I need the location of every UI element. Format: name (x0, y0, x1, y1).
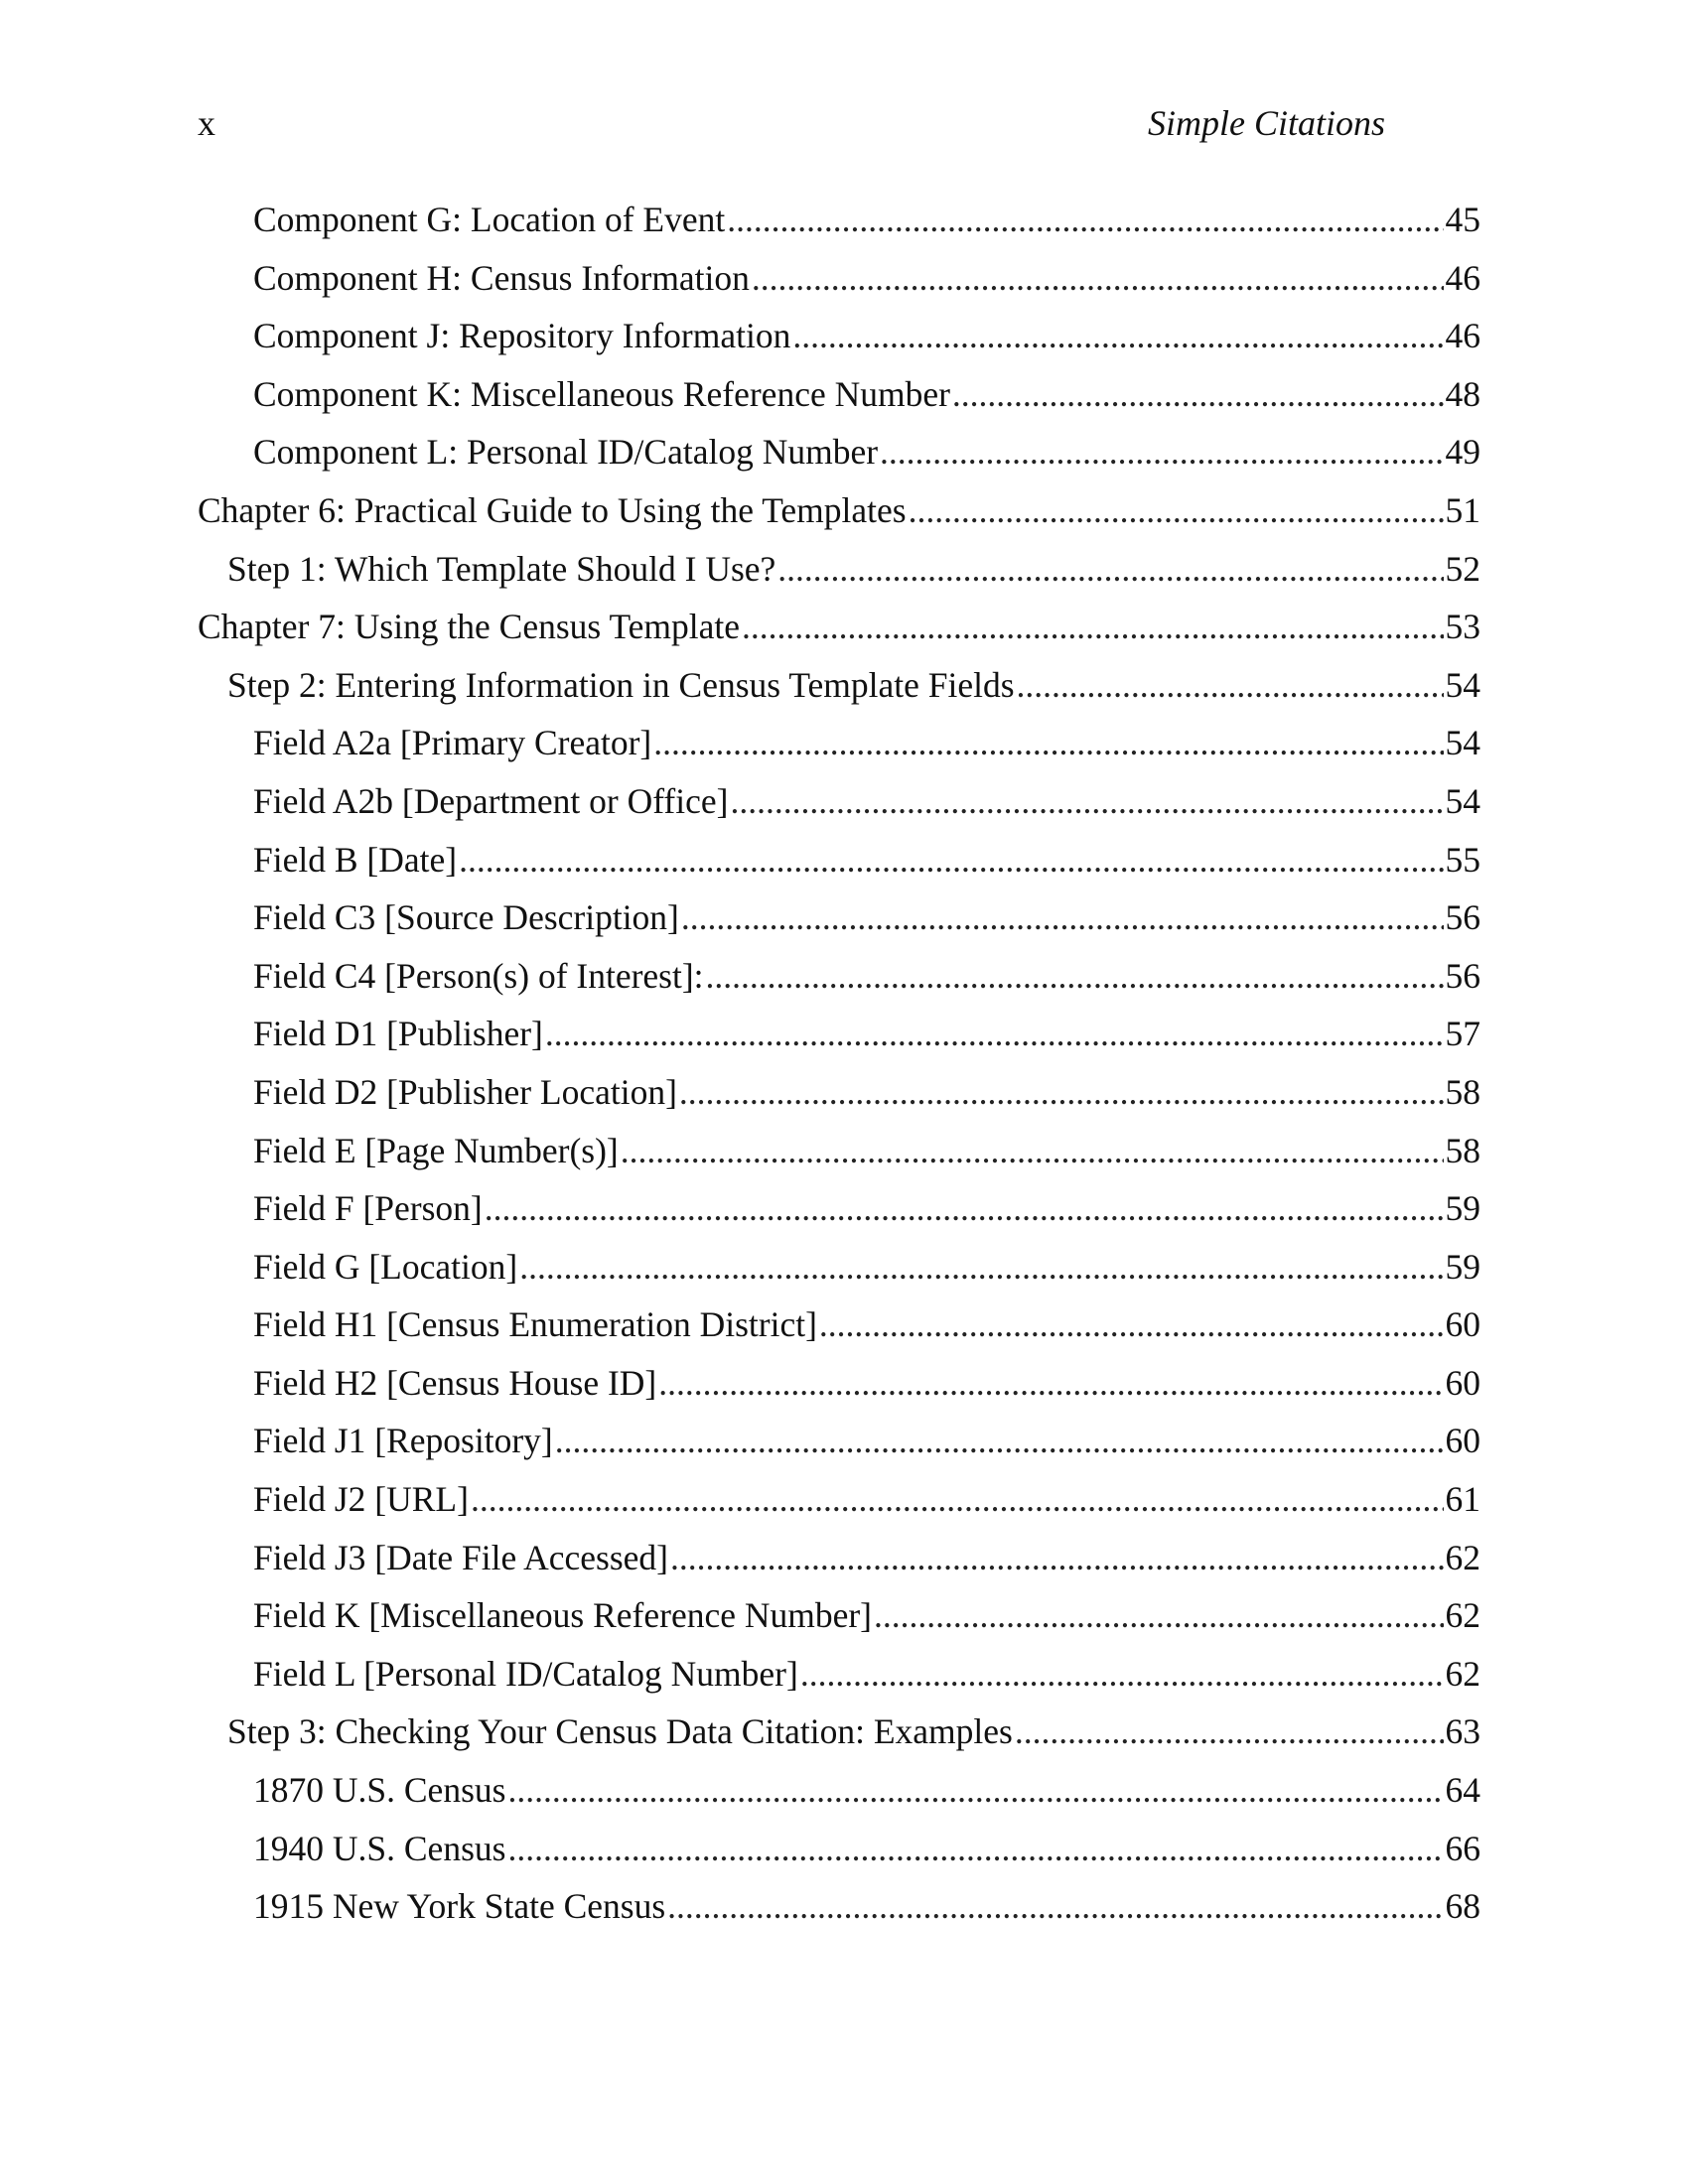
toc-entry-page-number: 46 (1445, 316, 1480, 356)
toc-entry (198, 1185, 1480, 1244)
toc-entry-title: Field C3 [Source Description] (253, 897, 679, 938)
toc-entry-page-number: 54 (1445, 723, 1480, 763)
toc-entry-title: Component H: Census Information (253, 257, 750, 298)
toc-entry-title: Component J: Repository Information (253, 316, 791, 356)
dot-leader (777, 546, 1443, 592)
toc-entry (198, 255, 1480, 314)
toc-entry (198, 1592, 1480, 1651)
toc-entry (198, 1418, 1480, 1476)
running-head: Simple Citations (1147, 103, 1385, 143)
toc-entry-title: Field L [Personal ID/Catalog Number] (253, 1653, 798, 1694)
toc-entry (198, 894, 1480, 953)
toc-entry-page-number: 54 (1445, 780, 1480, 821)
toc-entry-title: Chapter 6: Practical Guide to Using the Templates (198, 489, 907, 530)
toc-entry-page-number: 58 (1445, 1130, 1480, 1170)
toc-entry-page-number: 62 (1445, 1653, 1480, 1694)
toc-entry-title: Chapter 7: Using the Census Template (198, 607, 741, 647)
dot-leader (952, 371, 1444, 417)
toc-entry-page-number: 57 (1445, 1014, 1480, 1054)
toc-entry-title: 1870 U.S. Census (253, 1770, 506, 1811)
dot-leader (670, 1535, 1443, 1580)
toc-entry (198, 429, 1480, 487)
toc-entry-page-number: 56 (1445, 897, 1480, 938)
toc-entry (198, 1708, 1480, 1767)
dot-leader (459, 837, 1443, 883)
toc-entry-title: Field H2 [Census House ID] (253, 1362, 657, 1403)
toc-entry (198, 662, 1480, 721)
toc-entry-page-number: 58 (1445, 1071, 1480, 1112)
dot-leader (679, 1069, 1444, 1115)
toc-entry-title: Field J3 [Date File Accessed] (253, 1537, 669, 1577)
dot-leader (909, 487, 1444, 533)
toc-entry (198, 1826, 1480, 1884)
toc-entry-title: Field F [Person] (253, 1188, 483, 1229)
page-number: x (198, 103, 215, 143)
dot-leader (507, 1826, 1443, 1871)
toc-entry (198, 1069, 1480, 1128)
toc-entry (198, 1535, 1480, 1593)
dot-leader (681, 894, 1444, 940)
toc-entry-title: Field D2 [Publisher Location] (253, 1071, 677, 1112)
toc-entry-title: Field J1 [Repository] (253, 1421, 553, 1461)
toc-entry-page-number: 59 (1445, 1246, 1480, 1287)
dot-leader (1015, 1708, 1444, 1754)
dot-leader (621, 1128, 1444, 1173)
toc-entry-title: 1940 U.S. Census (253, 1828, 506, 1868)
toc-entry-page-number: 66 (1445, 1828, 1480, 1868)
toc-entry (198, 1883, 1480, 1942)
toc-entry-title: Field H1 [Census Enumeration District] (253, 1304, 817, 1345)
toc-entry-page-number: 56 (1445, 955, 1480, 996)
dot-leader (519, 1244, 1443, 1290)
toc-entry-page-number: 51 (1445, 489, 1480, 530)
toc-entry-title: Step 1: Which Template Should I Use? (227, 548, 776, 589)
toc-entry-page-number: 60 (1445, 1421, 1480, 1461)
toc-entry (198, 1767, 1480, 1826)
toc-entry-title: 1915 New York State Census (253, 1886, 666, 1927)
toc-entry-title: Field A2b [Department or Office] (253, 780, 729, 821)
toc-entry (198, 1128, 1480, 1186)
toc-entry-title: Component L: Personal ID/Catalog Number (253, 432, 879, 473)
toc-entry-page-number: 55 (1445, 839, 1480, 880)
toc-entry (198, 1476, 1480, 1535)
dot-leader (819, 1301, 1444, 1347)
toc-entry (198, 546, 1480, 605)
table-of-contents (198, 197, 1480, 1942)
toc-entry (198, 720, 1480, 778)
dot-leader (800, 1651, 1444, 1697)
toc-entry-page-number: 53 (1445, 607, 1480, 647)
toc-entry (198, 1301, 1480, 1360)
toc-entry-page-number: 59 (1445, 1188, 1480, 1229)
toc-entry-title: Step 2: Entering Information in Census Template Fields (227, 664, 1015, 705)
toc-entry-page-number: 62 (1445, 1595, 1480, 1636)
toc-entry-page-number: 46 (1445, 257, 1480, 298)
toc-entry-page-number: 52 (1445, 548, 1480, 589)
toc-entry (198, 604, 1480, 662)
toc-entry-page-number: 60 (1445, 1362, 1480, 1403)
dot-leader (706, 953, 1444, 999)
dot-leader (471, 1476, 1444, 1522)
dot-leader (658, 1360, 1443, 1406)
dot-leader (727, 197, 1443, 242)
toc-entry (198, 1360, 1480, 1419)
toc-entry-page-number: 45 (1445, 200, 1480, 239)
toc-entry-title: Field B [Date] (253, 839, 458, 880)
toc-entry-page-number: 63 (1445, 1711, 1480, 1752)
dot-leader (555, 1418, 1444, 1463)
toc-entry (198, 778, 1480, 837)
toc-entry-title: Component K: Miscellaneous Reference Number (253, 373, 950, 414)
toc-entry-title: Field K [Miscellaneous Reference Number] (253, 1595, 873, 1636)
toc-entry-page-number: 62 (1445, 1537, 1480, 1577)
toc-entry-title: Field G [Location] (253, 1246, 518, 1287)
dot-leader (653, 720, 1443, 765)
dot-leader (874, 1592, 1443, 1638)
dot-leader (545, 1011, 1444, 1056)
dot-leader (667, 1883, 1443, 1929)
toc-entry (198, 197, 1480, 255)
toc-entry (198, 487, 1480, 546)
toc-entry (198, 837, 1480, 895)
toc-entry-title: Field A2a [Primary Creator] (253, 723, 652, 763)
toc-entry (198, 1651, 1480, 1709)
toc-entry (198, 1244, 1480, 1302)
dot-leader (507, 1767, 1443, 1813)
dot-leader (752, 255, 1444, 301)
toc-entry-title: Component G: Location of Event (253, 200, 726, 239)
toc-entry (198, 371, 1480, 430)
toc-entry-page-number: 68 (1445, 1886, 1480, 1927)
dot-leader (485, 1185, 1444, 1231)
toc-entry-page-number: 49 (1445, 432, 1480, 473)
dot-leader (880, 429, 1443, 475)
toc-entry (198, 313, 1480, 371)
toc-entry (198, 953, 1480, 1012)
toc-entry-title: Field C4 [Person(s) of Interest]: (253, 955, 704, 996)
toc-entry-page-number: 64 (1445, 1770, 1480, 1811)
toc-entry-page-number: 54 (1445, 664, 1480, 705)
toc-entry-page-number: 48 (1445, 373, 1480, 414)
dot-leader (730, 778, 1443, 824)
toc-entry-page-number: 61 (1445, 1479, 1480, 1520)
toc-entry-title: Field J2 [URL] (253, 1479, 469, 1520)
dot-leader (1017, 662, 1444, 708)
toc-entry-title: Field D1 [Publisher] (253, 1014, 543, 1054)
dot-leader (742, 604, 1443, 649)
toc-entry-title: Step 3: Checking Your Census Data Citation: Examples (227, 1711, 1013, 1752)
dot-leader (792, 313, 1443, 358)
toc-entry-title: Field E [Page Number(s)] (253, 1130, 619, 1170)
toc-entry (198, 1011, 1480, 1069)
toc-entry-page-number: 60 (1445, 1304, 1480, 1345)
